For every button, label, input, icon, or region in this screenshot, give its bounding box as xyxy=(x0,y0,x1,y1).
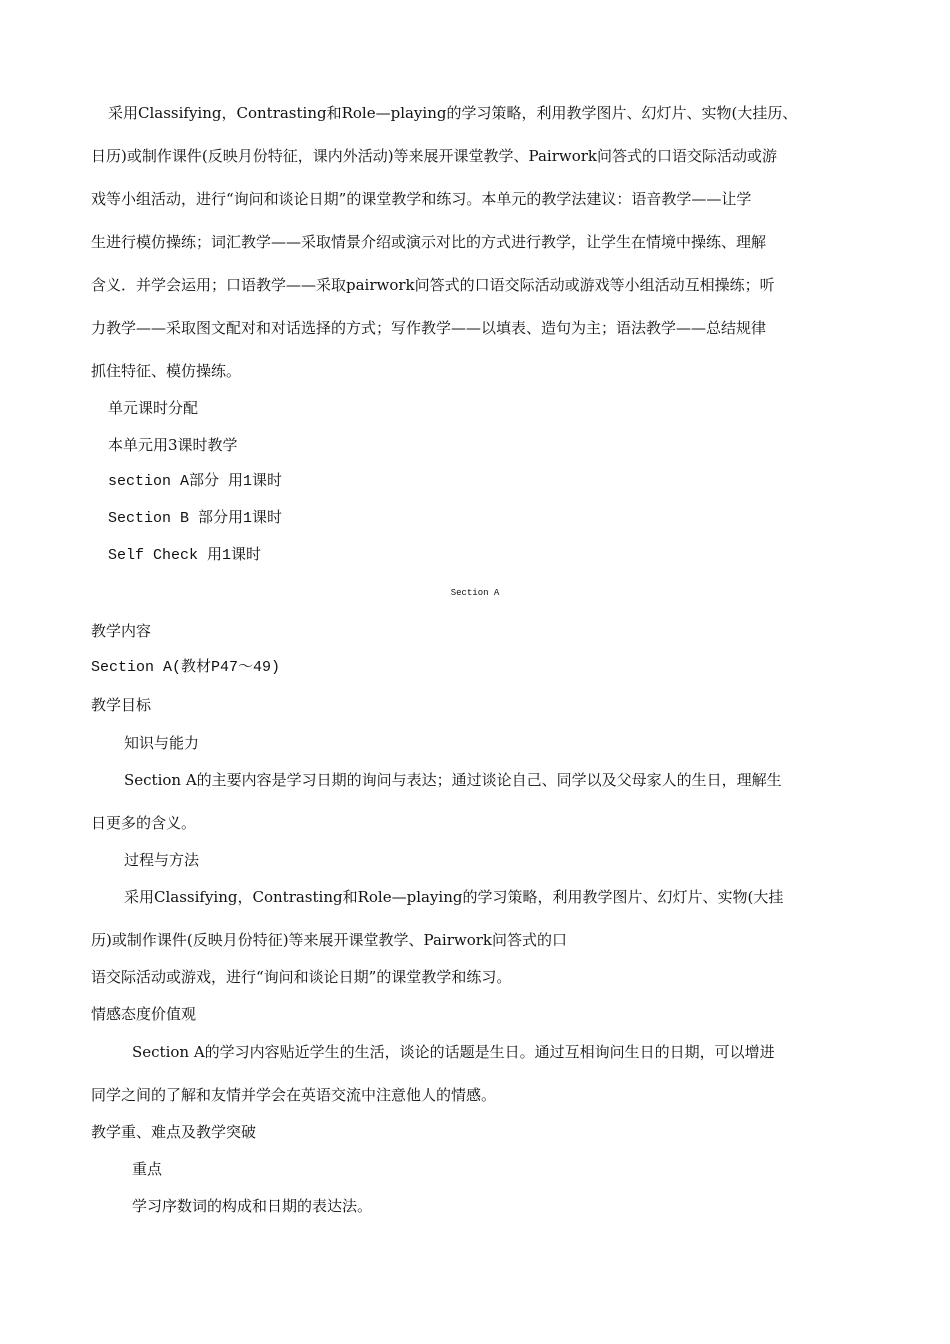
process-line-3: 语交际活动或游戏，进行“询问和谈论日期”的课堂教学和练习。 xyxy=(91,968,512,986)
focus-text: 学习序数词的构成和日期的表达法。 xyxy=(132,1197,373,1215)
emotion-line-1: Section A的学习内容贴近学生的生活，谈论的话题是生日。通过互相询问生日的日期，可以增进 xyxy=(132,1043,775,1061)
allocation-total: 本单元用3课时教学 xyxy=(108,436,238,454)
emotion-line-2: 同学之间的了解和友情并学会在英语交流中注意他人的情感。 xyxy=(91,1086,497,1104)
knowledge-line-2: 日更多的含义。 xyxy=(91,814,197,832)
process-heading: 过程与方法 xyxy=(124,851,200,869)
process-line-2: 历)或制作课件(反映月份特征)等来展开课堂教学、Pairwork问答式的口 xyxy=(91,931,568,949)
intro-line-1: 采用Classifying，Contrasting和Role—playing的学习策略，利用教学图片、幻灯片、实物(大挂历、 xyxy=(108,104,798,122)
content-heading: 教学内容 xyxy=(91,622,152,640)
process-line-1: 采用Classifying，Contrasting和Role—playing的学习策略，利用教学图片、幻灯片、实物(大挂 xyxy=(124,888,784,906)
intro-line-6: 力教学——采取图文配对和对话选择的方式；写作教学——以填表、造句为主；语法教学——总结规律 xyxy=(91,319,767,337)
key-points-heading: 教学重、难点及教学突破 xyxy=(91,1123,257,1141)
intro-line-5: 含义．并学会运用；口语教学——采取pairwork问答式的口语交际活动或游戏等小组活动互相操练；听 xyxy=(91,276,775,294)
intro-line-3: 戏等小组活动，进行“询问和谈论日期”的课堂教学和练习。本单元的教学法建议：语音教学——让学 xyxy=(91,190,752,208)
focus-heading: 重点 xyxy=(132,1160,163,1178)
allocation-item-section-b: Section B 部分用1课时 xyxy=(108,510,283,527)
knowledge-heading: 知识与能力 xyxy=(124,734,200,752)
intro-line-2: 日历)或制作课件(反映月份特征，课内外活动)等来展开课堂教学、Pairwork问答式的口语交际活动或游 xyxy=(91,147,778,165)
emotion-heading: 情感态度价值观 xyxy=(91,1005,197,1023)
allocation-item-section-a: section A部分 用1课时 xyxy=(108,473,283,490)
intro-line-7: 抓住特征、模仿操练。 xyxy=(91,362,242,380)
intro-line-4: 生进行模仿操练；词汇教学——采取情景介绍或演示对比的方式进行教学，让学生在情境中操练、理解 xyxy=(91,233,767,251)
knowledge-line-1: Section A的主要内容是学习日期的询问与表达；通过谈论自己、同学以及父母家人的生日，理解生 xyxy=(124,771,782,789)
allocation-item-self-check: Self Check 用1课时 xyxy=(108,547,262,564)
section-title: Section A xyxy=(450,588,500,598)
content-text: Section A(教材P47～49) xyxy=(91,659,281,676)
goals-heading: 教学目标 xyxy=(91,696,152,714)
allocation-heading: 单元课时分配 xyxy=(108,399,199,417)
